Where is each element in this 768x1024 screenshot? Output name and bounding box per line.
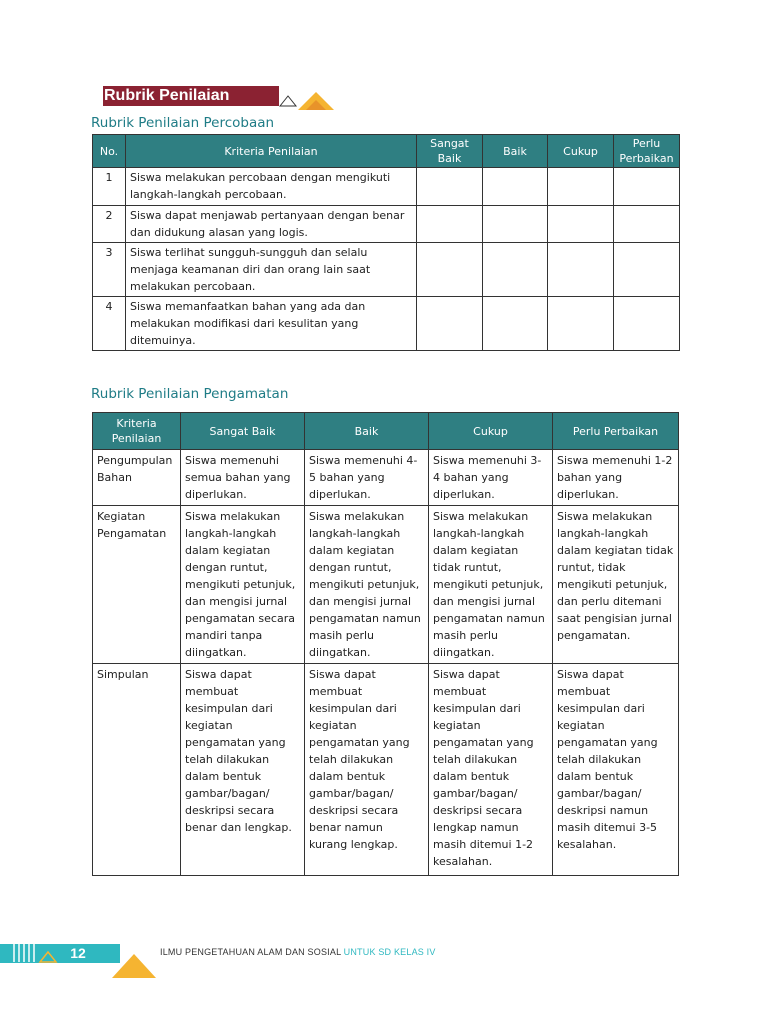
column-header-perlu-perbaikan: Perlu Perbaikan xyxy=(614,135,680,168)
rubric-cell: Siswa melakukan langkah-langkah dalam kegiatan dengan runtut, mengikuti petunjuk, dan mengisi jurnal pengamatan secara mandiri tanpa diingatkan. xyxy=(181,506,305,664)
criterion-label: Pengumpulan Bahan xyxy=(93,450,181,506)
column-header-kriteria: Kriteria Penilaian xyxy=(126,135,417,168)
rubric-cell: Siswa melakukan langkah-langkah dalam kegiatan tidak runtut, mengikuti petunjuk, dan mengisi jurnal pengamatan namun masih perlu diingatkan. xyxy=(429,506,553,664)
column-header-sangat-baik: Sangat Baik xyxy=(417,135,483,168)
table-row xyxy=(93,168,680,206)
row-number: 2 xyxy=(93,206,126,243)
rubric-cell: Siswa memenuhi 3-4 bahan yang diperlukan. xyxy=(429,450,553,506)
score-cell xyxy=(417,243,483,297)
footer-book-title xyxy=(160,947,436,957)
criterion-label: Kegiatan Pengamatan xyxy=(93,506,181,664)
rubric-cell: Siswa memenuhi 1-2 bahan yang diperlukan. xyxy=(553,450,679,506)
page-title: Rubrik Penilaian xyxy=(104,87,230,104)
rubric-cell: Siswa melakukan langkah-langkah dalam kegiatan tidak runtut, tidak mengikuti petunjuk, dan perlu ditemani saat pengisian jurnal pengamatan. xyxy=(553,506,679,664)
column-header-kriteria: Kriteria Penilaian xyxy=(93,413,181,450)
row-number: 1 xyxy=(93,168,126,206)
score-cell xyxy=(548,206,614,243)
row-number: 3 xyxy=(93,243,126,297)
score-cell xyxy=(548,297,614,351)
rubric-cell: Siswa memenuhi 4-5 bahan yang diperlukan. xyxy=(305,450,429,506)
rubric-cell: Siswa dapat membuat kesimpulan dari kegiatan pengamatan yang telah dilakukan dalam bentuk gambar/bagan/ deskripsi secara benar namun kurang lengkap. xyxy=(305,664,429,876)
book-subtitle: UNTUK SD KELAS IV xyxy=(343,947,436,957)
rubric-table-pengamatan xyxy=(92,412,679,876)
criterion-text: Siswa terlihat sungguh-sungguh dan selalu menjaga keamanan diri dan orang lain saat melakukan percobaan. xyxy=(126,243,417,297)
score-cell xyxy=(614,243,680,297)
row-number: 4 xyxy=(93,297,126,351)
rubric-cell: Siswa dapat membuat kesimpulan dari kegiatan pengamatan yang telah dilakukan dalam bentuk gambar/bagan/ deskripsi secara lengkap namun masih ditemui 1-2 kesalahan. xyxy=(429,664,553,876)
score-cell xyxy=(614,297,680,351)
criterion-label: Simpulan xyxy=(93,664,181,876)
table-row xyxy=(93,297,680,351)
table-row xyxy=(93,506,679,664)
rubric-cell: Siswa memenuhi semua bahan yang diperlukan. xyxy=(181,450,305,506)
column-header-baik: Baik xyxy=(483,135,548,168)
score-cell xyxy=(417,206,483,243)
column-header-no: No. xyxy=(93,135,126,168)
score-cell xyxy=(548,243,614,297)
table-header-row xyxy=(93,135,680,168)
score-cell xyxy=(483,243,548,297)
criterion-text: Siswa dapat menjawab pertanyaan dengan benar dan didukung alasan yang logis. xyxy=(126,206,417,243)
score-cell xyxy=(483,168,548,206)
section-title-pengamatan: Rubrik Penilaian Pengamatan xyxy=(91,386,289,402)
column-header-baik: Baik xyxy=(305,413,429,450)
rubric-cell: Siswa dapat membuat kesimpulan dari kegiatan pengamatan yang telah dilakukan dalam bentuk gambar/bagan/ deskripsi secara benar dan lengkap. xyxy=(181,664,305,876)
column-header-cukup: Cukup xyxy=(548,135,614,168)
table-row xyxy=(93,206,680,243)
triangle-decoration-icon xyxy=(276,82,336,112)
rubric-cell: Siswa melakukan langkah-langkah dalam kegiatan dengan runtut, mengikuti petunjuk, dan mengisi jurnal pengamatan namun masih perlu diingatkan. xyxy=(305,506,429,664)
column-header-sangat-baik: Sangat Baik xyxy=(181,413,305,450)
book-title: ILMU PENGETAHUAN ALAM DAN SOSIAL xyxy=(160,947,341,957)
table-row xyxy=(93,243,680,297)
score-cell xyxy=(614,168,680,206)
table-row xyxy=(93,664,679,876)
score-cell xyxy=(483,206,548,243)
score-cell xyxy=(417,168,483,206)
column-header-perlu-perbaikan: Perlu Perbaikan xyxy=(553,413,679,450)
score-cell xyxy=(614,206,680,243)
table-header-row xyxy=(93,413,679,450)
score-cell xyxy=(417,297,483,351)
page-number: 12 xyxy=(70,945,86,961)
rubric-table-percobaan xyxy=(92,134,680,351)
criterion-text: Siswa melakukan percobaan dengan mengikuti langkah-langkah percobaan. xyxy=(126,168,417,206)
section-title-percobaan: Rubrik Penilaian Percobaan xyxy=(91,115,275,131)
column-header-cukup: Cukup xyxy=(429,413,553,450)
score-cell xyxy=(548,168,614,206)
rubric-cell: Siswa dapat membuat kesimpulan dari kegiatan pengamatan yang telah dilakukan dalam bentuk gambar/bagan/ deskripsi namun masih ditemui 3-5 kesalahan. xyxy=(553,664,679,876)
score-cell xyxy=(483,297,548,351)
table-row xyxy=(93,450,679,506)
criterion-text: Siswa memanfaatkan bahan yang ada dan melakukan modifikasi dari kesulitan yang ditemuinya. xyxy=(126,297,417,351)
